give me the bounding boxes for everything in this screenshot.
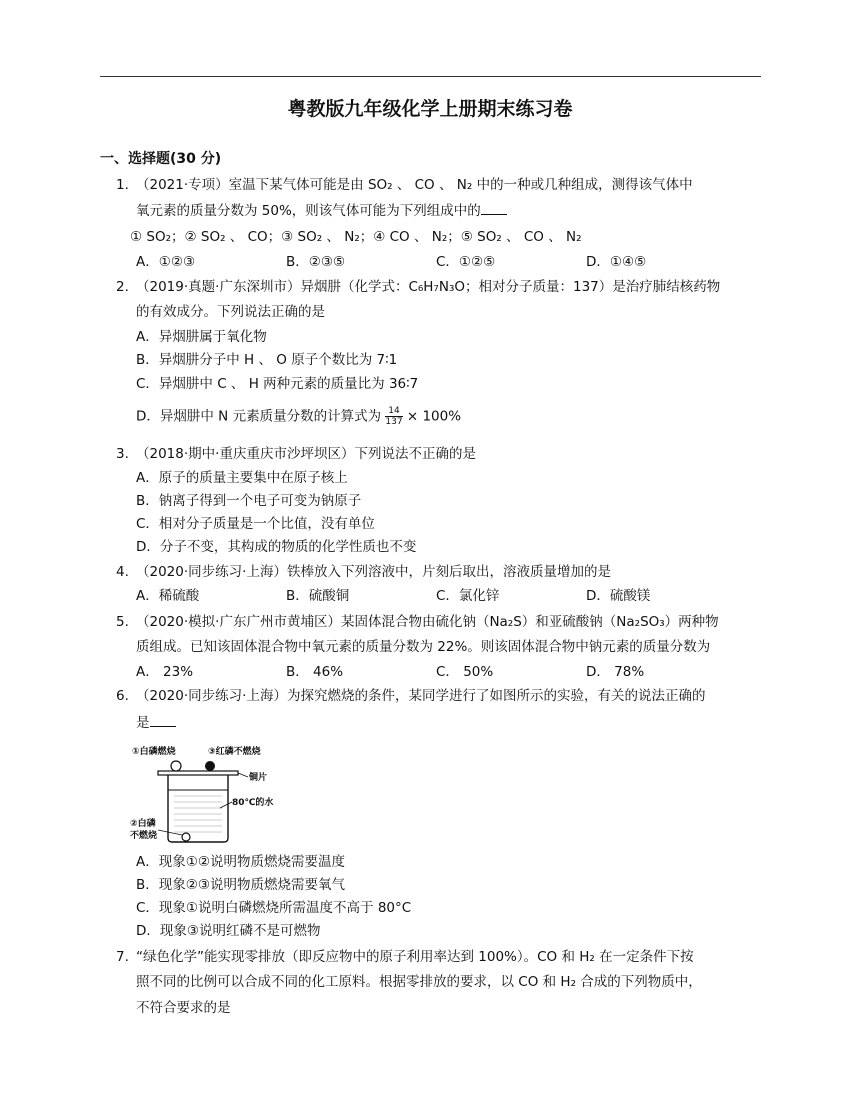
header-rule bbox=[100, 76, 761, 77]
question-7-line-3: 不符合要求的是 bbox=[136, 1000, 231, 1016]
question-5-line-2: 质组成。已知该固体混合物中氧元素的质量分数为 22%。则该固体混合物中钠元素的质量分数为 bbox=[136, 639, 711, 655]
leader-line bbox=[238, 773, 248, 777]
option-a: A． 23% bbox=[136, 664, 194, 680]
label-copper-plate: 铜片 bbox=[249, 773, 268, 783]
question-text: 是 bbox=[136, 715, 150, 731]
question-4-options bbox=[136, 586, 736, 606]
label-underwater-phosphorus-1: ②白磷 bbox=[130, 819, 156, 829]
leader-line bbox=[158, 830, 182, 835]
fraction-denominator: 137 bbox=[385, 417, 403, 427]
option-a: A．稀硫酸 bbox=[136, 588, 200, 604]
fraction-numerator: 14 bbox=[385, 406, 402, 417]
label-red-phosphorus: ③红磷不燃烧 bbox=[208, 747, 261, 757]
option-d-suffix: × 100% bbox=[406, 408, 462, 425]
question-2-line-2: 的有效成分。下列说法正确的是 bbox=[136, 304, 325, 320]
label-hot-water: 80℃的水 bbox=[232, 798, 274, 808]
option-b: B． 46% bbox=[286, 664, 344, 680]
question-7-line-2: 照不同的比例可以合成不同的化工原料。根据零排放的要求，以 CO 和 H₂ 合成的下列物质中， bbox=[136, 974, 702, 990]
question-text: （2018·期中·重庆重庆市沙坪坝区）下列说法不正确的是 bbox=[136, 446, 476, 462]
question-number: 7. bbox=[116, 949, 129, 965]
option-c: C．现象①说明白磷燃烧所需温度不高于 80°C bbox=[136, 900, 412, 916]
experiment-diagram bbox=[128, 738, 278, 848]
question-5-line-1 bbox=[116, 612, 719, 632]
white-phosphorus bbox=[171, 761, 181, 771]
red-phosphorus bbox=[205, 761, 215, 771]
question-text: （2019·真题·广东深圳市）异烟肼（化学式：C₆H₇N₃O；相对分子质量：137）是治疗肺结核药物 bbox=[136, 279, 721, 295]
page-title: 粤教版九年级化学上册期末练习卷 bbox=[287, 98, 573, 120]
option-d: D．现象③说明红磷不是可燃物 bbox=[136, 923, 321, 939]
question-text: （2020·同步练习·上海）铁棒放入下列溶液中，片刻后取出，溶液质量增加的是 bbox=[136, 564, 611, 580]
option-b: B．②③⑤ bbox=[286, 254, 346, 270]
question-6-line-2 bbox=[136, 712, 176, 733]
question-text: （2020·模拟·广东广州市黄埔区）某固体混合物由硫化钠（Na₂S）和亚硫酸钠（Na₂SO₃）两种物 bbox=[136, 614, 719, 630]
answer-blank bbox=[481, 200, 507, 215]
question-1-line-2 bbox=[136, 200, 507, 221]
option-d: D．硫酸镁 bbox=[586, 588, 651, 604]
underwater-white-phosphorus bbox=[182, 833, 190, 841]
question-4-line-1 bbox=[116, 562, 611, 582]
option-a: A．原子的质量主要集中在原子核上 bbox=[136, 470, 348, 486]
option-c: C． 50% bbox=[436, 664, 494, 680]
option-d-text: D．异烟肼中 N 元素质量分数的计算式为 bbox=[136, 408, 382, 425]
question-3-line-1 bbox=[116, 444, 476, 464]
combustion-experiment-figure bbox=[128, 738, 278, 848]
question-text: “绿色化学”能实现零排放（即反应物中的原子利用率达到 100%）。CO 和 H₂ 在一定条件下按 bbox=[136, 949, 694, 965]
question-1-line-1 bbox=[116, 175, 693, 195]
copper-plate bbox=[158, 771, 238, 775]
question-1-combos: ① SO₂；② SO₂ 、 CO；③ SO₂ 、 N₂；④ CO 、 N₂；⑤ SO₂ 、 CO 、 N₂ bbox=[130, 229, 582, 245]
question-text: （2020·同步练习·上海）为探究燃烧的条件，某同学进行了如图所示的实验，有关的说法正确的 bbox=[136, 688, 706, 704]
option-a: A．现象①②说明物质燃烧需要温度 bbox=[136, 854, 345, 870]
option-d: D． 78% bbox=[586, 664, 645, 680]
option-a: A．异烟肼属于氧化物 bbox=[136, 329, 267, 345]
question-text: （2021·专项）室温下某气体可能是由 SO₂ 、 CO 、 N₂ 中的一种或几种组成，测得该气体中 bbox=[136, 177, 693, 193]
option-c: C．相对分子质量是一个比值，没有单位 bbox=[136, 516, 375, 532]
question-number: 5. bbox=[116, 614, 129, 630]
question-number: 1. bbox=[116, 177, 129, 193]
question-1-options bbox=[136, 252, 736, 272]
question-number: 4. bbox=[116, 564, 129, 580]
label-white-phosphorus-burns: ①白磷燃烧 bbox=[132, 747, 176, 757]
question-7-line-1 bbox=[116, 947, 694, 967]
question-number: 2. bbox=[116, 279, 129, 295]
question-number: 3. bbox=[116, 446, 129, 462]
question-text: 氧元素的质量分数为 50%，则该气体可能为下列组成中的 bbox=[136, 203, 481, 219]
option-b: B．硫酸铜 bbox=[286, 588, 350, 604]
option-d bbox=[136, 406, 461, 427]
option-a: A．①②③ bbox=[136, 254, 196, 270]
answer-blank bbox=[150, 712, 176, 727]
fraction bbox=[385, 406, 402, 427]
option-c: C．氯化锌 bbox=[436, 588, 500, 604]
question-number: 6. bbox=[116, 688, 129, 704]
section-heading: 一、选择题(30 分) bbox=[100, 151, 222, 167]
option-c: C．①②⑤ bbox=[436, 254, 496, 270]
option-b: B．异烟肼分子中 H 、 O 原子个数比为 7∶1 bbox=[136, 352, 398, 368]
question-2-line-1 bbox=[116, 277, 720, 297]
label-underwater-phosphorus-2: 不燃烧 bbox=[130, 831, 158, 841]
option-d: D．①④⑤ bbox=[586, 254, 647, 270]
option-c: C．异烟肼中 C 、 H 两种元素的质量比为 36∶7 bbox=[136, 376, 419, 392]
question-6-line-1 bbox=[116, 686, 705, 706]
leader-line bbox=[220, 802, 232, 808]
option-d: D．分子不变，其构成的物质的化学性质也不变 bbox=[136, 539, 417, 555]
option-b: B．现象②③说明物质燃烧需要氧气 bbox=[136, 877, 345, 893]
option-b: B．钠离子得到一个电子可变为钠原子 bbox=[136, 493, 362, 509]
question-5-options bbox=[136, 662, 736, 682]
